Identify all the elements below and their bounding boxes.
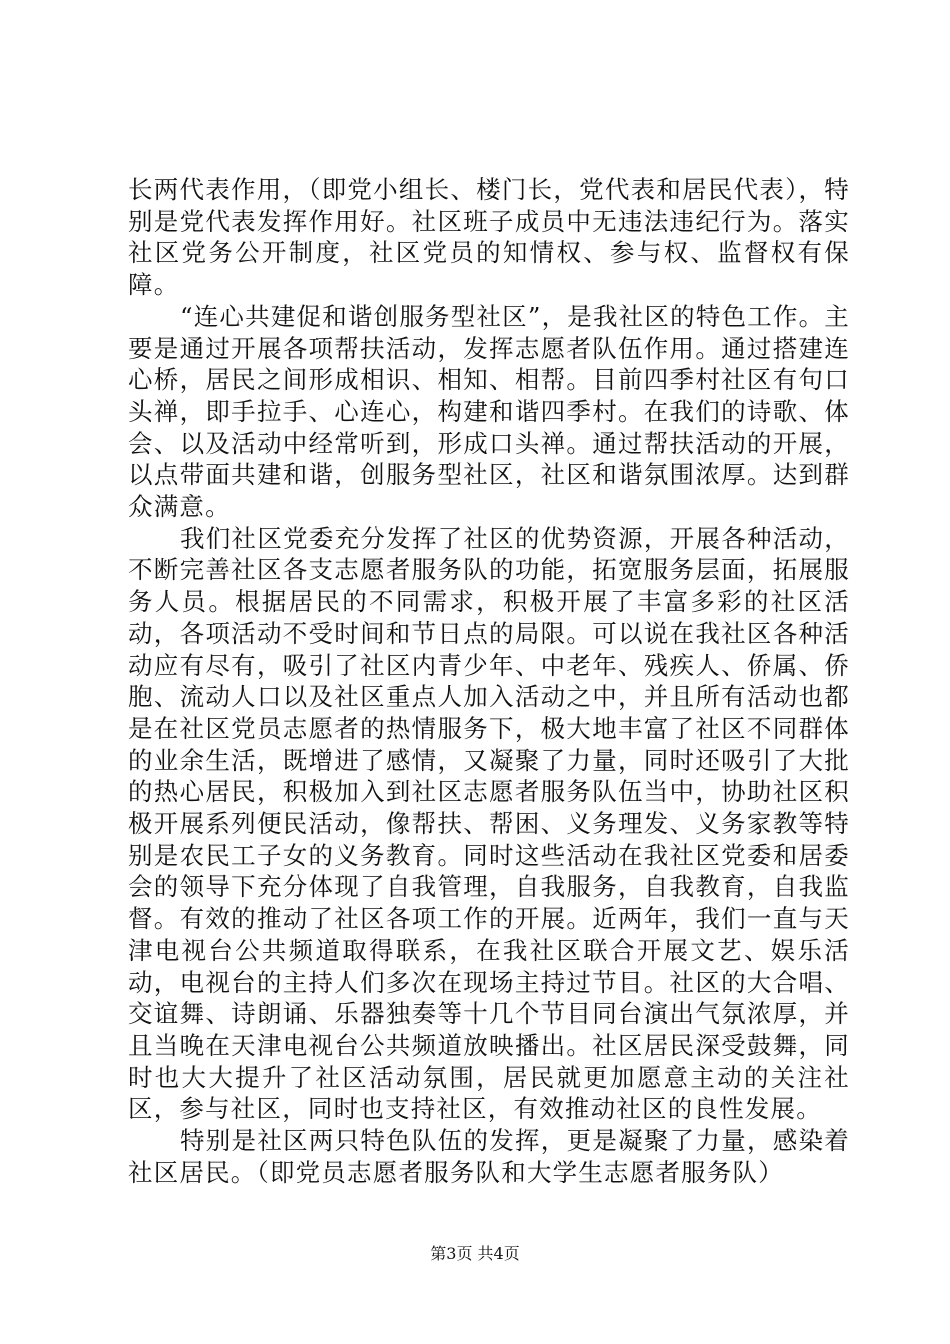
paragraph-community-activities: 我们社区党委充分发挥了社区的优势资源，开展各种活动，不断完善社区各支志愿者服务队的功能，拓宽服务层面，拓展服务人员。根据居民的不同需求，积极开展了丰富多彩的社区活动，各项活动不受时间和节日点的局限。可以说在我社区各种活动应有尽有，吸引了社区内青少年、中老年、残疾人、侨属、侨胞、流动人口以及社区重点人加入活动之中，并且所有活动也都是在社区党员志愿者的热情服务下，极大地丰富了社区不同群体的业余生活，既增进了感情，又凝聚了力量，同时还吸引了大批的热心居民，积极加入到社区志愿者服务队伍当中，协助社区积极开展系列便民活动，像帮扶、帮困、义务理发、义务家教等特别是农民工子女的义务教育。同时这些活动在我社区党委和居委会的领导下充分体现了自我管理，自我服务，自我教育，自我监督。有效的推动了社区各项工作的开展。近两年，我们一直与天津电视台公共频道取得联系，在我社区联合开展文艺、娱乐活动，电视台的主持人们多次在现场主持过节目。社区的大合唱、交谊舞、诗朗诵、乐器独奏等十几个节目同台演出气氛浓厚，并且当晚在天津电视台公共频道放映播出。社区居民深受鼓舞，同时也大大提升了社区活动氛围，居民就更加愿意主动的关注社区，参与社区，同时也支持社区，有效推动社区的良性发展。 <box>128 523 850 1124</box>
paragraph-feature-work: “连心共建促和谐创服务型社区”，是我社区的特色工作。主要是通过开展各项帮扶活动，发挥志愿者队伍作用。通过搭建连心桥，居民之间形成相识、相知、相帮。目前四季村社区有句口头禅，即手拉手、心连心，构建和谐四季村。在我们的诗歌、体会、以及活动中经常听到，形成口头禅。通过帮扶活动的开展，以点带面共建和谐，创服务型社区，社区和谐氛围浓厚。达到群众满意。 <box>128 301 850 522</box>
page-footer: 第3页 共4页 <box>430 1244 520 1263</box>
paragraph-continuation: 长两代表作用，（即党小组长、楼门长，党代表和居民代表），特别是党代表发挥作用好。社区班子成员中无违法违纪行为。落实社区党务公开制度，社区党员的知情权、参与权、监督权有保障。 <box>128 175 850 300</box>
paragraph-special-teams: 特别是社区两只特色队伍的发挥，更是凝聚了力量，感染着社区居民。（即党员志愿者服务队和大学生志愿者服务队） <box>128 1126 850 1187</box>
document-body <box>128 174 850 1189</box>
